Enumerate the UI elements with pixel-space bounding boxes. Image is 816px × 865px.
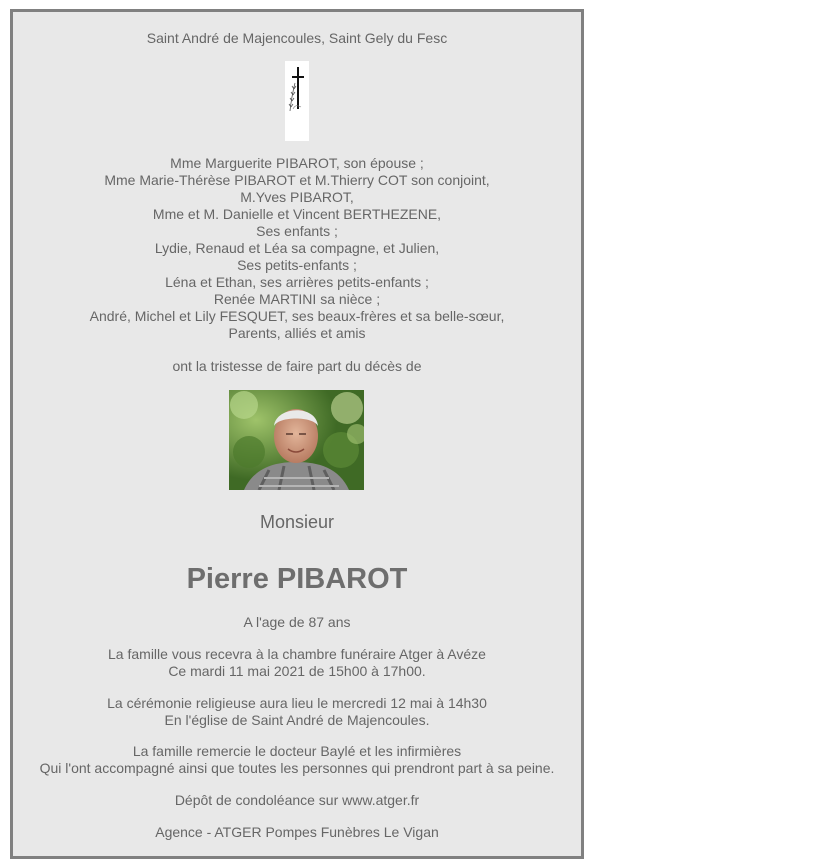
reception-line-2: Ce mardi 11 mai 2021 de 15h00 à 17h00. (168, 663, 426, 679)
deceased-age: A l'age de 87 ans (243, 614, 351, 630)
location-line: Saint André de Majencoules, Saint Gely du Fesc (146, 30, 448, 46)
honorific-title: Monsieur (259, 512, 335, 532)
ceremony-line-1: La cérémonie religieuse aura lieu le mercredi 12 mai à 14h30 (107, 695, 487, 711)
thanks-line-1: La famille remercie le docteur Baylé et les infirmières (132, 743, 462, 759)
announcement-intro: ont la tristesse de faire part du décès de (172, 358, 422, 374)
deceased-name: Pierre PIBAROT (186, 563, 408, 595)
family-line: Mme et M. Danielle et Vincent BERTHEZENE, (152, 206, 442, 222)
family-line: Mme Marguerite PIBAROT, son épouse ; (170, 155, 424, 171)
family-line: Ses enfants ; (256, 223, 338, 239)
family-line: Parents, alliés et amis (228, 325, 366, 341)
agency-line: Agence - ATGER Pompes Funèbres Le Vigan (155, 824, 439, 840)
family-line: André, Michel et Lily FESQUET, ses beaux-frères et sa belle-sœur, (89, 308, 505, 324)
ceremony-line-2: En l'église de Saint André de Majencoules. (164, 712, 430, 728)
family-line: M.Yves PIBAROT, (240, 189, 354, 205)
family-line: Mme Marie-Thérèse PIBAROT et M.Thierry COT son conjoint, (104, 172, 490, 188)
reception-line-1: La famille vous recevra à la chambre funéraire Atger à Avéze (108, 646, 486, 662)
cross-with-wheat-icon (285, 61, 309, 141)
condolences-line: Dépôt de condoléance sur www.atger.fr (174, 792, 420, 808)
thanks-line-2: Qui l'ont accompagné ainsi que toutes les personnes qui prendront part à sa peine. (39, 760, 555, 776)
portrait-photo (229, 390, 364, 490)
obituary-card (10, 9, 584, 859)
reception-info (13, 646, 581, 680)
family-line: Lydie, Renaud et Léa sa compagne, et Julien, (154, 240, 440, 256)
thanks-info (13, 743, 581, 777)
ceremony-info (13, 695, 581, 729)
family-list (13, 155, 581, 342)
family-line: Ses petits-enfants ; (237, 257, 357, 273)
family-line: Léna et Ethan, ses arrières petits-enfants ; (165, 274, 429, 290)
family-line: Renée MARTINI sa nièce ; (213, 291, 381, 307)
